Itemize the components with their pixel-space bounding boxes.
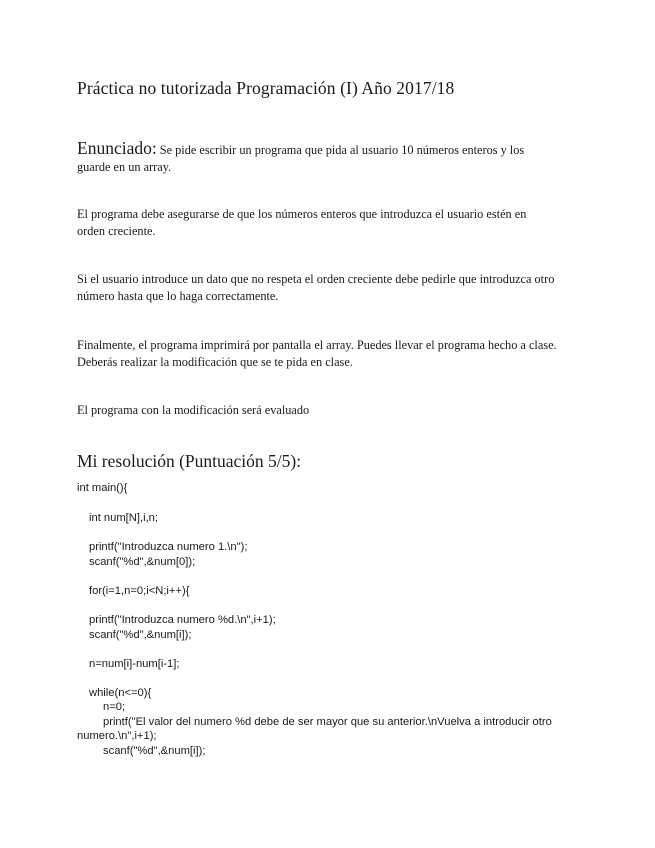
code-line-printf3a: printf("El valor del numero %d debe de ser mayor que su anterior.\nVuelva a introducir otro: [103, 716, 552, 728]
enunciado-label: Enunciado:: [77, 138, 157, 158]
code-line-scanf2: scanf("%d",&num[i]);: [89, 629, 192, 641]
paragraph-print: Finalmente, el programa imprimirá por pantalla el array. Puedes llevar el programa hecho a clase. Deberás realizar la modificación que se te pida en clase.: [77, 338, 557, 369]
code-line-n0: n=0;: [103, 701, 126, 713]
enunciado-paragraph: [77, 140, 557, 175]
paragraph-retry: Si el usuario introduce un dato que no respeta el orden creciente debe pedirle que introduzca otro número hasta que lo haga correctamente.: [77, 272, 555, 303]
code-line-scanf3: scanf("%d",&num[i]);: [103, 745, 206, 757]
paragraph-evaluated: El programa con la modificación será evaluado: [77, 403, 310, 417]
code-line-printf3b: numero.\n",i+1);: [77, 730, 157, 742]
code-line-printf1: printf("Introduzca numero 1.\n");: [89, 541, 248, 553]
code-line-diff: n=num[i]-num[i-1];: [89, 658, 180, 670]
code-line-while: while(n<=0){: [89, 687, 152, 699]
resolution-heading: Mi resolución (Puntuación 5/5):: [77, 451, 302, 471]
paragraph-order: El programa debe asegurarse de que los números enteros que introduzca el usuario estén en orden creciente.: [77, 207, 527, 238]
code-line-scanf1: scanf("%d",&num[0]);: [89, 556, 196, 568]
code-line-main: int main(){: [77, 482, 128, 494]
enunciado-text: Se pide escribir un programa que pida al usuario 10 números enteros y los guarde en un array.: [77, 143, 525, 174]
code-line-printf2: printf("Introduzca numero %d.\n",i+1);: [89, 614, 276, 626]
code-line-for: for(i=1,n=0;i<N;i++){: [89, 585, 190, 597]
document-title: Práctica no tutorizada Programación (I) Año 2017/18: [77, 78, 455, 98]
code-line-decl: int num[N],i,n;: [89, 512, 159, 524]
